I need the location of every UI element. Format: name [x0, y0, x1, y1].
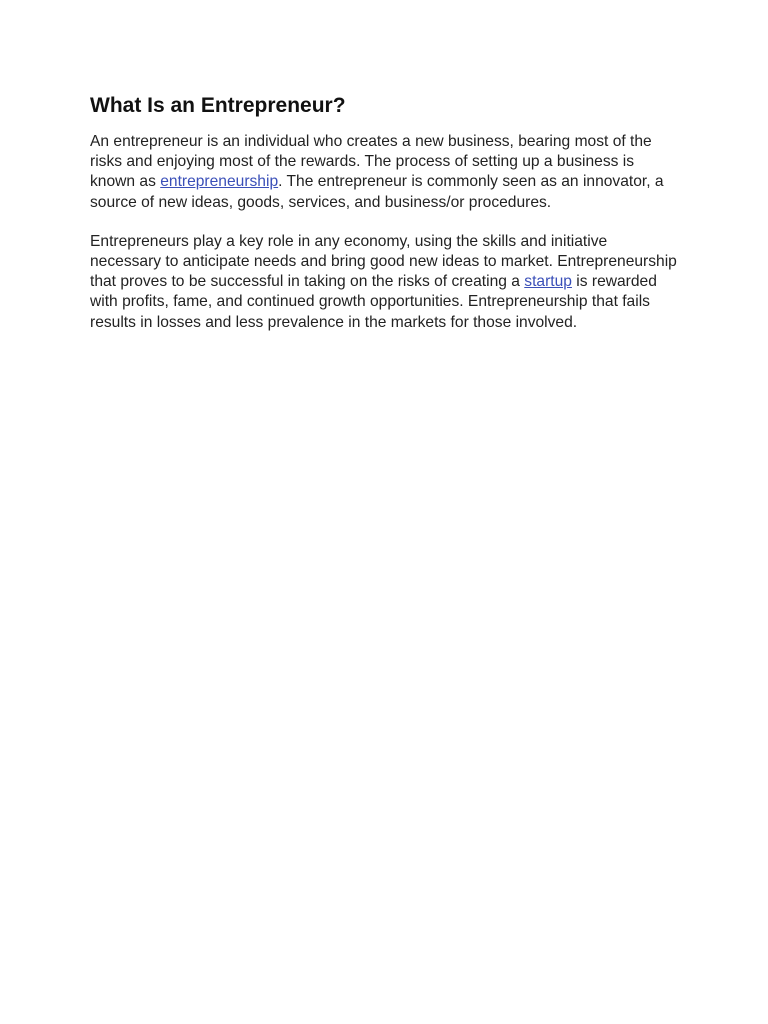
article-title: What Is an Entrepreneur?	[90, 94, 346, 117]
paragraph-definition-text-end: . The entrepreneur is commonly seen as an innovator, a source of new ideas, goods, services, and business/or procedures.	[90, 173, 664, 211]
paragraph-definition-text-start: An entrepreneur is an individual who creates a new business, bearing most of the risks and enjoying most of the rewards. The process of setting up a business is known as	[90, 133, 652, 191]
paragraph-definition	[90, 132, 678, 213]
entrepreneurship-link[interactable]: entrepreneurship	[160, 173, 279, 191]
paragraph-role-text-end: is rewarded with profits, fame, and continued growth opportunities. Entrepreneurship that fails results in losses and less prevalence in the markets for those involved.	[90, 273, 657, 331]
startup-link[interactable]: startup	[524, 273, 572, 291]
paragraph-role	[90, 232, 678, 333]
paragraph-role-text-start: Entrepreneurs play a key role in any economy, using the skills and initiative necessary to anticipate needs and bring good new ideas to market. Entrepreneurship that proves to be successful in taking on the risks of creating a	[90, 232, 677, 291]
